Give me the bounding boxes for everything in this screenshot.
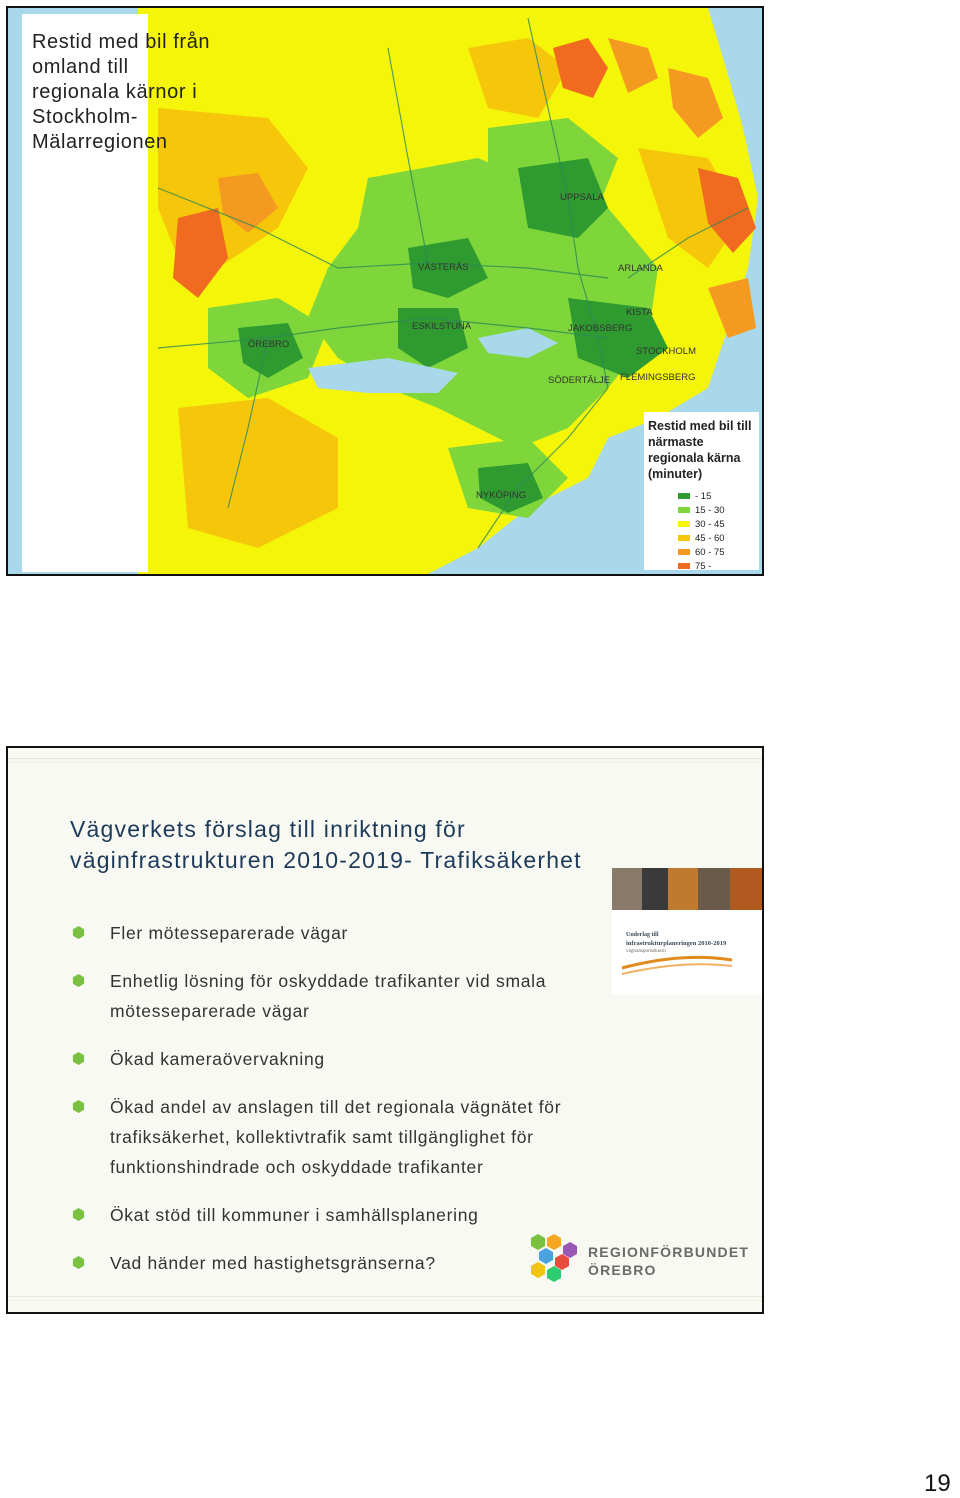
slide-title	[70, 814, 710, 876]
legend-swatch	[678, 507, 690, 513]
background-band	[8, 758, 762, 759]
page-number: 19	[924, 1470, 951, 1497]
legend-item	[678, 504, 725, 516]
bullet-text: Vad händer med hastighetsgränserna?	[110, 1253, 436, 1273]
bullet-text: Fler mötesseparerade vägar	[110, 923, 349, 943]
regionforbundet-logo	[528, 1232, 750, 1288]
hexagon-bullet-icon	[72, 1208, 85, 1221]
background-band	[8, 1296, 762, 1297]
slide-title-line: Vägverkets förslag till inriktning för	[70, 816, 466, 842]
map-legend	[644, 412, 759, 570]
hexagon-bullet-icon	[72, 926, 85, 939]
legend-label: 15 - 30	[695, 504, 725, 516]
document-cover-image	[612, 868, 762, 994]
city-label-arlanda: ARLANDA	[618, 263, 663, 274]
legend-item	[678, 546, 725, 558]
city-label-sodertalje: SÖDERTÄLJE	[548, 375, 611, 386]
hexagon-bullet-icon	[72, 974, 85, 987]
legend-label: - 15	[695, 490, 712, 502]
legend-swatch	[678, 535, 690, 541]
document-line: infrastrukturplaneringen 2010-2019	[626, 940, 727, 947]
legend-item	[678, 490, 711, 502]
city-label-kista: KISTA	[626, 307, 653, 318]
document-line: Underlag till	[626, 932, 659, 938]
list-item	[68, 1200, 628, 1230]
background-band	[8, 762, 762, 763]
legend-swatch	[678, 549, 690, 555]
bullet-text: Ökat stöd till kommuner i samhällsplanering	[110, 1205, 479, 1225]
map-slide	[6, 6, 764, 576]
city-label-eskilstuna: ESKILSTUNA	[412, 321, 472, 332]
legend-label: 30 - 45	[695, 518, 725, 530]
logo-text: REGIONFÖRBUNDET	[588, 1244, 750, 1260]
city-label-nykoping: NYKÖPING	[476, 490, 527, 501]
list-item	[68, 1092, 628, 1182]
legend-swatch	[678, 493, 690, 499]
legend-title: Restid med bil till närmaste regionala kärna (minuter)	[648, 419, 752, 481]
document-cover-photos	[612, 868, 762, 994]
logo-text: ÖREBRO	[588, 1262, 657, 1278]
legend-label: 45 - 60	[695, 532, 725, 544]
map-title: Restid med bil från omland till regionala kärnor i Stockholm-Mälarregionen	[32, 31, 211, 153]
legend-label: 60 - 75	[695, 546, 725, 558]
city-label-stockholm: STOCKHOLM	[636, 346, 697, 357]
list-item	[68, 918, 628, 948]
legend-item	[678, 532, 725, 544]
bullet-text: Ökad andel av anslagen till det regionala vägnätet för trafiksäkerhet, kollektivtrafik samt tillgänglighet för funktionshindrade och oskyddade trafikanter	[110, 1097, 562, 1177]
legend-label: 75 -	[695, 560, 712, 572]
legend-swatch	[678, 563, 690, 569]
hexagon-bullet-icon	[72, 1100, 85, 1113]
hexagon-cluster-logo-icon	[528, 1232, 584, 1284]
city-label-jakobsberg: JAKOBSBERG	[568, 323, 633, 334]
legend-swatch	[678, 521, 690, 527]
hexagon-bullet-icon	[72, 1052, 85, 1065]
bullet-text: Ökad kameraövervakning	[110, 1049, 325, 1069]
city-label-orebro: ÖREBRO	[248, 339, 290, 350]
legend-item	[678, 560, 711, 572]
legend-item	[678, 518, 725, 530]
city-label-uppsala: UPPSALA	[560, 192, 604, 203]
list-item	[68, 1044, 628, 1074]
background-band	[8, 1300, 762, 1301]
city-label-vasteras: VÄSTERÅS	[418, 262, 469, 273]
document-line: vägtransportsektorn	[626, 949, 666, 954]
bullet-text: Enhetlig lösning för oskyddade trafikanter vid smala mötesseparerade vägar	[110, 971, 547, 1021]
hexagon-bullet-icon	[72, 1256, 85, 1269]
list-item	[68, 966, 628, 1026]
text-slide	[6, 746, 764, 1314]
city-label-flemingsberg: FLEMINGSBERG	[620, 372, 696, 383]
slide-title-line: väginfrastrukturen 2010-2019- Trafiksäkerhet	[70, 847, 582, 873]
